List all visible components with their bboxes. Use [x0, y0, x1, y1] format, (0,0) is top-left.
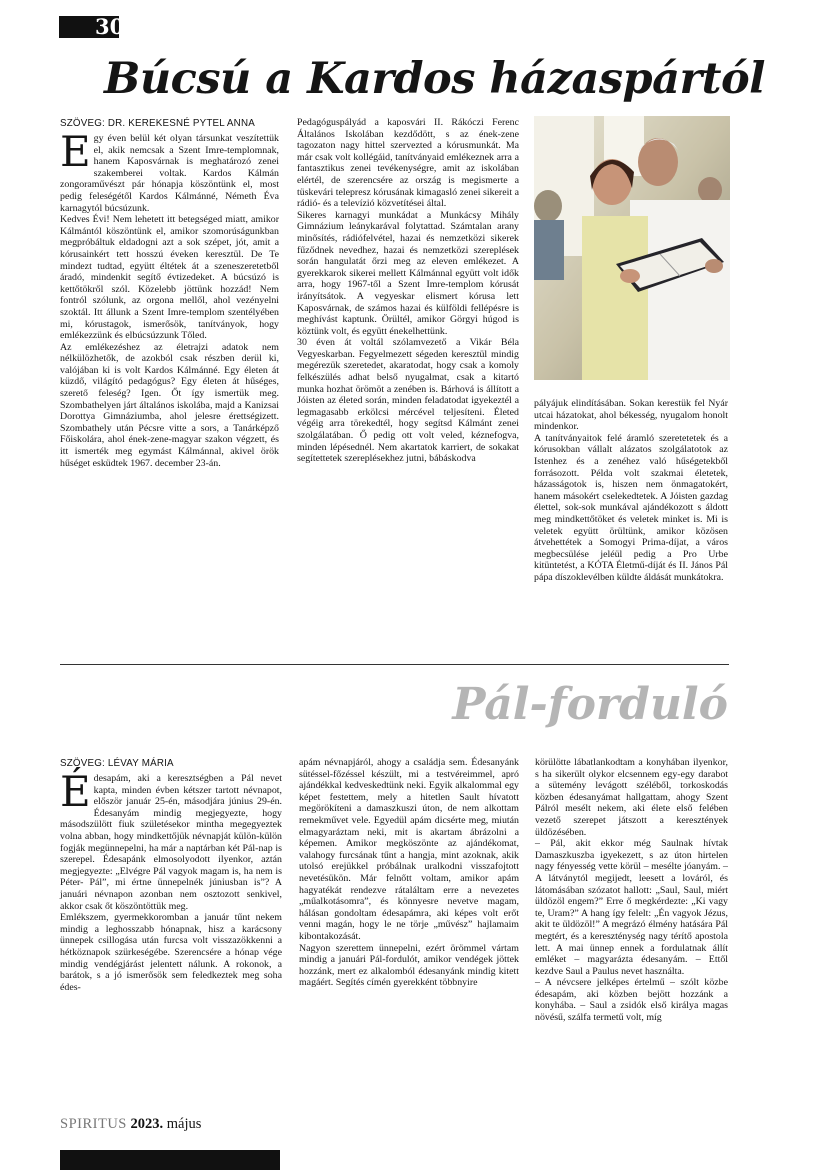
photo-illustration	[534, 116, 730, 380]
article-byline-2: SZÖVEG: LÉVAY MÁRIA	[60, 758, 174, 769]
paragraph: pályájuk elindításában. Sokan kerestük fel Nyár utcai házatokat, ahol békesség, nyugalom honolt mindenkor.	[534, 398, 728, 433]
article-column-1	[60, 127, 279, 469]
article-column-3	[534, 398, 728, 584]
paragraph: körülötte lábatlankodtam a konyhában ilyenkor, s ha sikerült olykor elcsennem egy-egy darabot a sütemény levágott széléből, torkoskodás közben édesanyámat hallgattam, ahogy Szent Pálról mesélt nekem, aki élete első felében vezető szerepet játszott a keresztények üldözésében.	[535, 757, 728, 838]
issue-month: május	[166, 1116, 202, 1132]
paragraph: – Pál, akit ekkor még Saulnak hívtak Damaszkuszba igyekezett, s az úton hirtelen nagy fényesség vette körül – mesélte jóanyám. – A látványtól megijedt, leesett a lováról, és látomásában szózatot hallott: „Saul, Saul, miért üldözöl engem?” Erre ő megkérdezte: „Ki vagy te, Uram?” A hang így felelt: „Én vagyok Jézus, akit te üldözöl!” A megrázó élmény hatására Pál megtért, és a kereszténység nagy térítő apostola lett. A mai ünnep ennek a fordulatnak állít emléket – magyarázta édesanyám. – Ettől kezdve Saul a Paulus nevet használta.	[535, 838, 728, 977]
article-title-2: Pál-forduló	[452, 679, 728, 730]
paragraph: apám névnapjáról, ahogy a családja sem. Édesanyánk sütéssel-főzéssel készült, mi a testvéreimmel, apró ajándékkal kedveskedtünk neki. Egyik alkalommal egy képet festettem, mely a hitetlen Sault hívatott megörökíteni a damaszkuszi úton, de nem alkottam remekművet vele. Egyedül apám dicsérte meg, miután elmagyaráztam neki, mit is akartam ábrázolni a képemen. Amikor megköszönte az ajándékomat, valahogy furcsának tűnt a hangja, mint azoknak, akik utolsó erejükkel próbálnak uralkodni visszafojtott nevetésükön. Már felnőtt voltam, amikor apám hagyatékát rendezve rátaláltam erre a nevezetes „műalkotásomra”, és könnyesre nevetve magam, hálásan gondoltam édesapámra, aki képes volt erőt venni magán, hogy le ne törje „művész” hajlamaim kibontakozását.	[299, 757, 519, 942]
article2-column-3	[535, 757, 728, 1024]
paragraph: gy éven belül két olyan társunkat veszítettük el, akik nemcsak a Szent Imre-templomnak, hanem Kaposvárnak is meghatározó zenei szakemberei voltak. Kardos Kálmán zongoraművészt pár hónapja köszöntünk el, most pedig feleségétől Kardos Kálmánné, Németh Éva karnagytól búcsúzunk.	[60, 133, 279, 214]
magazine-name: SPIRITUS	[60, 1116, 127, 1132]
article-column-2	[297, 117, 519, 465]
section-divider	[60, 664, 729, 665]
article-byline: SZÖVEG: DR. KEREKESNÉ PYTEL ANNA	[60, 118, 255, 129]
footer-bar	[60, 1150, 280, 1170]
paragraph: – A névcsere jelképes értelmű – szólt közbe édesapám, aki közben bejött hozzánk a konyhába. – Saul a zsidók első királya magas növésű, szálfa termetű volt, míg	[535, 977, 728, 1024]
paragraph: A tanítványaitok felé áramló szeretetetek és a kórusokban vállalt alázatos szolgálatotok az Istenhez és a zenéhez való hűségetekből forrásozott. Példa volt szakmai életetek, házasságotok is, hiszen nem önmagatokért, hanem másokért cselekedtetek. A Jóisten gazdag élettel, sok-sok munkával ajándékozott s áldott meg mindkettőtöket és veletek minket is. Mi is veletek együtt örültünk, amikor közösen átvehettétek a Somogyi Prima-díjat, a város megbecsülése jeléül pedig a Pro Urbe kitüntetést, a KÓTA Életmű-díját és II. János Pál pápa díszoklevélben küldte áldását munkátokra.	[534, 432, 728, 583]
couple-photo	[534, 116, 730, 380]
paragraph: Kedves Évi! Nem lehetett itt betegséged miatt, amikor Kálmántól köszöntünk el, amikor szomorúságunkban megpróbáltuk eldadogni azt a sok szépet, jót, amit a kórusainkért tett hosszú éveken keresztül. De Te mindezt tudtad, együtt éltétek át a szeneszeretetből áradó, mindenkit segítő évtizedeket. A búcsúzó is kettőtökről szól. Közelebb jöttünk hozzád! Nem fontról szólunk, az orgona mellől, ahol vezényelni szoktál. Itt állunk a Szent Imre-templom szentélyében mi, kórustagok, ismerősök, tanítványok, hogy emlékezzünk és elbúcsúzzunk Tőled.	[60, 214, 279, 342]
paragraph: Az emlékezéshez az életrajzi adatok nem nélkülözhetők, de azokból csak részben derül ki, valójában ki is volt Kardos Kálmánné. Egy életen át küzdő, világító pedagógus? Egy életen át hűséges, szerető feleség? Igen. Őt így ismertük meg. Szombathelyen járt általános iskolába, majd a Kanizsai Dorottya Gimnáziumba, ahol jelesre érettségizett. Szombathely után Pécsre vitte a sors, a Tanárképző Főiskolára, ahol ének-zene-magyar szakon végzett, és itt ismerték meg egymást Kálmánnal, akivel örök hűséget esküdtek 1967. december 23-án.	[60, 341, 279, 469]
issue-year: 2023.	[130, 1116, 164, 1132]
paragraph: Pedagóguspályád a kaposvári II. Rákóczi Ferenc Általános Iskolában kezdődött, s az ének-zene tagozaton nagy hittel szervezted a kórusmunkát. Ma már csak volt kollégáid, tanítványaid emlékeznek arra a fantasztikus zenei tevékenységre, amit az iskolában elértél, de szerencsére az ország is megismerte a tüskevári telepresz kórusának kimagasló zenei sikereit a rádió- és a televízió közvetítései által.	[297, 117, 519, 210]
paragraph: Sikeres karnagyi munkádat a Munkácsy Mihály Gimnázium leánykarával folytattad. Számtalan arany minősítés, rádiófelvétel, hazai és nemzetközi sikerek fűződnek nevedhez, hazai és nemzetközi szereplések során hangulatát őrzi meg az eleven emlékezet. A gyerekkarok sikerei mellett Kálmánnal együtt volt idők arra, hogy 1967-től a Szent Imre-templom kórusát irányítsátok. A vegyeskar elismert kórusa lett Kaposvárnak, de számos hazai és külföldi fellépésre is meghívást kaptunk. Örültél, amikor Görgyi húgod is köztünk volt, és együtt énekelhettünk.	[297, 209, 519, 337]
article2-column-1	[60, 767, 282, 993]
paragraph: Nagyon szerettem ünnepelni, ezért örömmel vártam mindig a januári Pál-fordulót, amikor vendégek jöttek hozzánk, mert ez alkalomból édesanyánk mindig kitett magáért. Segítés címén gyerekként többnyire	[299, 942, 519, 989]
footer	[60, 1115, 201, 1133]
paragraph: desapám, aki a keresztségben a Pál nevet kapta, minden évben kétszer tartott névnapot, először január 25-én, másodjára június 29-én. Édesanyám mindig megjegyezte, hogy másodszülött fiuk születésekor mintha megegyeztek volna abban, hogy mindkettőjük névnapját külön-külön fogják megünnepelni, ha már a naptárban két Pál-nap is szerepel. Édesapánk elmosolyodott ilyenkor, aztán megjegyezte: „Elvégre Pál vagyok magam is, ha nem is Péter- Pál”, mi értne ünnepelnék júniusban is”? A januári névnapon azonban nem osztozott senkivel, akkor csak őt köszöntöttük meg.	[60, 773, 282, 912]
drop-cap: E	[60, 127, 91, 176]
drop-cap: É	[60, 767, 91, 816]
article2-column-2	[299, 757, 519, 989]
page-number: 30	[59, 16, 119, 38]
article-title: Búcsú a Kardos házaspártól	[104, 54, 765, 104]
paragraph: 30 éven át voltál szólamvezető a Vikár Béla Vegyeskarban. Fegyelmezett ségeden keresztül mindig megérezük szeretedet, akaratodat, hogy csak a komoly felkészülés adhat belső nyugalmat, csak a kitartó munka hozhat örömöt a zenében is. Bárhová is állított a Jóisten az életed során, minden feladatodat igyekeztél a legmagasabb erkölcsi mércével teljesíteni. Életed végéig arra törekedtél, hogy segítsd Kálmánt zenei szolgálatában. Ő pedig ott volt veled, kéznefogva, minden lépésednél. Nem akartatok karriert, de sokakat segítettetek szereplésekhez jutni, bábáskodva	[297, 337, 519, 465]
paragraph: Emlékszem, gyermekkoromban a január tűnt nekem mindig a leghosszabb hónapnak, hisz a karácsony ünnepek csillogása után furcsa volt visszazökkenni a hétköznapok szürkeségébe. Szerencsére a hónap vége mindig vendégjárást jelentett nálunk. A rokonok, a barátok, s a jó ismerősök sem feledkeztek meg soha édes-	[60, 912, 282, 993]
